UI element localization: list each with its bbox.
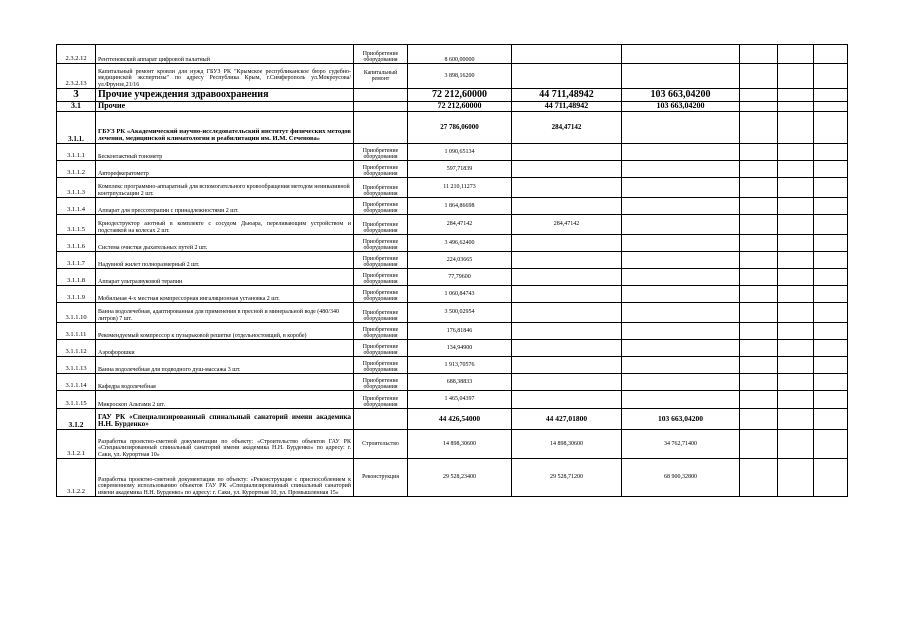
row-type: Приобретение оборудования — [354, 144, 408, 161]
row-type: Приобретение оборудования — [354, 198, 408, 215]
table-row — [57, 430, 848, 459]
row-value-1: 14 898,30600 — [408, 430, 512, 459]
row-value-2 — [512, 235, 622, 252]
row-number: 2.3.2.12 — [57, 45, 96, 64]
row-value-1: 72 212,60000 — [408, 102, 512, 112]
empty-cell — [778, 144, 814, 161]
row-number: 3.1.1.4 — [57, 198, 96, 215]
table-row — [57, 252, 848, 269]
empty-cell — [778, 252, 814, 269]
empty-cell — [814, 215, 848, 235]
row-number: 3.1 — [57, 102, 96, 112]
row-type: Приобретение оборудования — [354, 252, 408, 269]
empty-cell — [778, 45, 814, 64]
empty-cell — [740, 430, 778, 459]
empty-cell — [740, 303, 778, 323]
empty-cell — [814, 178, 848, 198]
row-number: 3.1.1.12 — [57, 340, 96, 357]
row-value-2 — [512, 64, 622, 89]
row-number: 3.1.1.2 — [57, 161, 96, 178]
empty-cell — [778, 459, 814, 497]
row-value-2 — [512, 286, 622, 303]
row-value-3 — [622, 198, 740, 215]
row-value-2 — [512, 391, 622, 409]
row-value-1: 1 060,84743 — [408, 286, 512, 303]
row-type: Приобретение оборудования — [354, 215, 408, 235]
empty-cell — [814, 252, 848, 269]
row-name: ГБУЗ РК «Академический научно-исследовательский институт физических методов лечения, медицинской климатологии и реабилитации им. И.М. Сеченова» — [96, 112, 354, 144]
row-number: 3.1.1. — [57, 112, 96, 144]
empty-cell — [778, 303, 814, 323]
empty-cell — [814, 391, 848, 409]
empty-cell — [740, 89, 778, 102]
row-value-2 — [512, 269, 622, 286]
row-name: Разработка проектно-сметной документации по объекту: «Строительство объектов ГАУ РК «Специализированный спинальный санаторий имени академика Н.Н. Бурденко» по адресу: г. Саки, ул. Курортная 10» — [96, 430, 354, 459]
row-type: Приобретение оборудования — [354, 303, 408, 323]
row-value-1: 8 600,00000 — [408, 45, 512, 64]
empty-cell — [814, 198, 848, 215]
empty-cell — [814, 357, 848, 374]
empty-cell — [778, 235, 814, 252]
row-value-1: 77,79600 — [408, 269, 512, 286]
row-type: Приобретение оборудования — [354, 45, 408, 64]
empty-cell — [778, 89, 814, 102]
row-value-1: 1 864,86698 — [408, 198, 512, 215]
empty-cell — [814, 340, 848, 357]
row-value-1: 44 426,54000 — [408, 409, 512, 430]
row-value-3 — [622, 235, 740, 252]
empty-cell — [740, 144, 778, 161]
empty-cell — [740, 215, 778, 235]
row-name: Аппарат ультразвуковой терапии — [96, 269, 354, 286]
empty-cell — [814, 112, 848, 144]
row-number: 3.1.2.2 — [57, 459, 96, 497]
table-row — [57, 391, 848, 409]
empty-cell — [778, 178, 814, 198]
empty-cell — [814, 89, 848, 102]
row-value-3 — [622, 161, 740, 178]
row-value-2 — [512, 323, 622, 340]
row-value-3 — [622, 303, 740, 323]
empty-cell — [814, 269, 848, 286]
row-type: Строительство — [354, 430, 408, 459]
row-number: 3.1.1.7 — [57, 252, 96, 269]
table-row — [57, 161, 848, 178]
row-name: Аппарат для прессотерапии с принадлежностями 2 шт. — [96, 198, 354, 215]
row-type — [354, 112, 408, 144]
row-name: Бесконтактный тонометр — [96, 144, 354, 161]
row-type — [354, 89, 408, 102]
empty-cell — [778, 215, 814, 235]
row-value-2 — [512, 340, 622, 357]
table-row — [57, 178, 848, 198]
row-value-1: 688,38833 — [408, 374, 512, 391]
row-name: Криодеструктор азотный в комплекте с сосудом Дьюара, переливающим устройством и подставкой на колесах 2 шт. — [96, 215, 354, 235]
row-number: 3.1.2.1 — [57, 430, 96, 459]
row-number: 3.1.1.1 — [57, 144, 96, 161]
empty-cell — [740, 323, 778, 340]
table-row — [57, 323, 848, 340]
row-number: 3.1.1.10 — [57, 303, 96, 323]
row-number: 2.3.2.13 — [57, 64, 96, 89]
row-value-2: 44 711,48942 — [512, 89, 622, 102]
row-value-1: 1 913,70576 — [408, 357, 512, 374]
row-value-3: 103 663,04200 — [622, 102, 740, 112]
row-number: 3.1.1.11 — [57, 323, 96, 340]
row-value-2: 44 711,48942 — [512, 102, 622, 112]
row-value-1: 134,94900 — [408, 340, 512, 357]
empty-cell — [740, 340, 778, 357]
empty-cell — [778, 357, 814, 374]
empty-cell — [814, 323, 848, 340]
empty-cell — [740, 198, 778, 215]
empty-cell — [740, 112, 778, 144]
row-name: Прочие — [96, 102, 354, 112]
row-value-3 — [622, 269, 740, 286]
row-value-1: 11 210,11273 — [408, 178, 512, 198]
row-value-2 — [512, 45, 622, 64]
row-name: Микроскоп Альтами 2 шт. — [96, 391, 354, 409]
row-value-3 — [622, 323, 740, 340]
empty-cell — [814, 235, 848, 252]
row-type: Приобретение оборудования — [354, 391, 408, 409]
table-row — [57, 409, 848, 430]
row-name: Разработка проектно-сметной документации по объекту: «Реконструкция с приспособлением к современному использованию объектов ГАУ РК «Специализированный спинальный санаторий имени академика Н.Н. Бурденко» по адресу: г. Саки, ул. Курортная 10, ул. Промышленная 15» — [96, 459, 354, 497]
row-value-2: 284,47142 — [512, 215, 622, 235]
empty-cell — [740, 391, 778, 409]
empty-cell — [814, 374, 848, 391]
empty-cell — [778, 102, 814, 112]
table-row — [57, 144, 848, 161]
empty-cell — [740, 64, 778, 89]
row-value-1: 27 786,06000 — [408, 112, 512, 144]
row-number: 3.1.1.3 — [57, 178, 96, 198]
row-value-1: 284,47142 — [408, 215, 512, 235]
budget-table — [56, 44, 848, 497]
row-type — [354, 102, 408, 112]
empty-cell — [814, 102, 848, 112]
row-value-2 — [512, 357, 622, 374]
row-name: Кафедра водолечебная — [96, 374, 354, 391]
row-value-3: 68 900,32800 — [622, 459, 740, 497]
row-value-2 — [512, 198, 622, 215]
row-value-2: 44 427,01800 — [512, 409, 622, 430]
empty-cell — [740, 178, 778, 198]
row-type — [354, 409, 408, 430]
row-value-1: 176,81846 — [408, 323, 512, 340]
row-number: 3.1.1.9 — [57, 286, 96, 303]
table-row — [57, 64, 848, 89]
row-number: 3.1.1.13 — [57, 357, 96, 374]
empty-cell — [740, 45, 778, 64]
row-type: Приобретение оборудования — [354, 235, 408, 252]
row-value-3 — [622, 112, 740, 144]
row-value-1: 72 212,60000 — [408, 89, 512, 102]
row-value-2: 284,47142 — [512, 112, 622, 144]
table-row — [57, 45, 848, 64]
row-value-3 — [622, 391, 740, 409]
row-number: 3.1.1.6 — [57, 235, 96, 252]
row-type: Приобретение оборудования — [354, 286, 408, 303]
empty-cell — [740, 357, 778, 374]
empty-cell — [814, 459, 848, 497]
empty-cell — [814, 409, 848, 430]
row-value-1: 597,71839 — [408, 161, 512, 178]
table-row — [57, 340, 848, 357]
row-value-1: 1 090,65134 — [408, 144, 512, 161]
row-name: Авторефкератометр — [96, 161, 354, 178]
table-row — [57, 112, 848, 144]
empty-cell — [740, 409, 778, 430]
table-row — [57, 357, 848, 374]
empty-cell — [740, 252, 778, 269]
row-value-3 — [622, 357, 740, 374]
table-row — [57, 286, 848, 303]
table-row — [57, 89, 848, 102]
row-value-3 — [622, 286, 740, 303]
empty-cell — [740, 102, 778, 112]
empty-cell — [814, 64, 848, 89]
empty-cell — [740, 161, 778, 178]
table-row — [57, 269, 848, 286]
empty-cell — [814, 144, 848, 161]
row-value-2 — [512, 144, 622, 161]
row-number: 3 — [57, 89, 96, 102]
row-type: Реконструкция — [354, 459, 408, 497]
row-type: Приобретение оборудования — [354, 269, 408, 286]
empty-cell — [778, 340, 814, 357]
empty-cell — [740, 374, 778, 391]
table-row — [57, 235, 848, 252]
table-row — [57, 215, 848, 235]
row-value-3 — [622, 144, 740, 161]
row-type: Капитальный ремонт — [354, 64, 408, 89]
row-name: Прочие учреждения здравоохранения — [96, 89, 354, 102]
row-value-2: 14 898,30600 — [512, 430, 622, 459]
empty-cell — [814, 286, 848, 303]
row-number: 3.1.1.8 — [57, 269, 96, 286]
empty-cell — [778, 161, 814, 178]
row-value-2 — [512, 374, 622, 391]
row-value-3 — [622, 374, 740, 391]
empty-cell — [778, 112, 814, 144]
row-name: ГАУ РК «Специализированный спинальный санаторий имени академика Н.Н. Бурденко» — [96, 409, 354, 430]
row-number: 3.1.1.14 — [57, 374, 96, 391]
row-value-1: 3 496,62400 — [408, 235, 512, 252]
row-value-3 — [622, 64, 740, 89]
empty-cell — [778, 323, 814, 340]
row-type: Приобретение оборудования — [354, 178, 408, 198]
empty-cell — [740, 459, 778, 497]
empty-cell — [778, 64, 814, 89]
row-name: Мобильная 4-х местная компрессорная ингаляционная установка 2 шт. — [96, 286, 354, 303]
empty-cell — [814, 430, 848, 459]
empty-cell — [778, 374, 814, 391]
row-value-3 — [622, 45, 740, 64]
row-name: Ванна водолечебная для подводного душ-массажа 3 шт. — [96, 357, 354, 374]
empty-cell — [740, 286, 778, 303]
row-value-1: 29 528,23400 — [408, 459, 512, 497]
empty-cell — [778, 198, 814, 215]
row-value-3 — [622, 178, 740, 198]
empty-cell — [814, 303, 848, 323]
empty-cell — [814, 161, 848, 178]
row-number: 3.1.1.5 — [57, 215, 96, 235]
row-number: 3.1.1.15 — [57, 391, 96, 409]
empty-cell — [814, 45, 848, 64]
empty-cell — [778, 409, 814, 430]
row-value-3 — [622, 340, 740, 357]
table-row — [57, 459, 848, 497]
row-value-1: 1 465,04397 — [408, 391, 512, 409]
row-value-2: 29 528,71200 — [512, 459, 622, 497]
row-value-2 — [512, 178, 622, 198]
row-value-1: 3 500,02954 — [408, 303, 512, 323]
row-value-1: 3 898,16200 — [408, 64, 512, 89]
row-name: Ванна водолечебная, адаптированная для применения в пресной и минеральной воде (480/340 литров) 7 шт. — [96, 303, 354, 323]
row-value-3 — [622, 215, 740, 235]
row-name: Аэрофорошки — [96, 340, 354, 357]
row-value-2 — [512, 252, 622, 269]
row-number: 3.1.2 — [57, 409, 96, 430]
row-name: Рентгеновский аппарат цифровой палатный — [96, 45, 354, 64]
table-row — [57, 198, 848, 215]
row-name: Рекомендуемый компрессор к пузырьковой решетке (отдельностоящий, в коробе) — [96, 323, 354, 340]
empty-cell — [778, 269, 814, 286]
empty-cell — [778, 430, 814, 459]
row-type: Приобретение оборудования — [354, 340, 408, 357]
row-type: Приобретение оборудования — [354, 374, 408, 391]
table-row — [57, 303, 848, 323]
row-value-1: 224,03665 — [408, 252, 512, 269]
row-type: Приобретение оборудования — [354, 323, 408, 340]
row-value-2 — [512, 303, 622, 323]
row-value-3: 103 663,04200 — [622, 89, 740, 102]
row-value-3: 34 762,71400 — [622, 430, 740, 459]
row-value-3: 103 663,04200 — [622, 409, 740, 430]
row-name: Капитальный ремонт кровли для нужд ГБУЗ РК "Крымское республиканское бюро судебно-медицинской экспертизы" по адресу Республика Крым, г.Симферополь ул.Мокроусова/ул.Фрунзе,21/16 — [96, 64, 354, 89]
row-name: Система очистки дыхательных путей 2 шт. — [96, 235, 354, 252]
empty-cell — [778, 391, 814, 409]
empty-cell — [778, 286, 814, 303]
row-type: Приобретение оборудования — [354, 161, 408, 178]
table-row — [57, 374, 848, 391]
empty-cell — [740, 269, 778, 286]
row-name: Комплекс программно-аппаратный для вспомогательного кровообращения методом неинвазивной контрпульсации 2 шт. — [96, 178, 354, 198]
row-type: Приобретение оборудования — [354, 357, 408, 374]
row-name: Надувной жилет полноразмерный 2 шт. — [96, 252, 354, 269]
row-value-3 — [622, 252, 740, 269]
row-value-2 — [512, 161, 622, 178]
empty-cell — [740, 235, 778, 252]
table-row — [57, 102, 848, 112]
